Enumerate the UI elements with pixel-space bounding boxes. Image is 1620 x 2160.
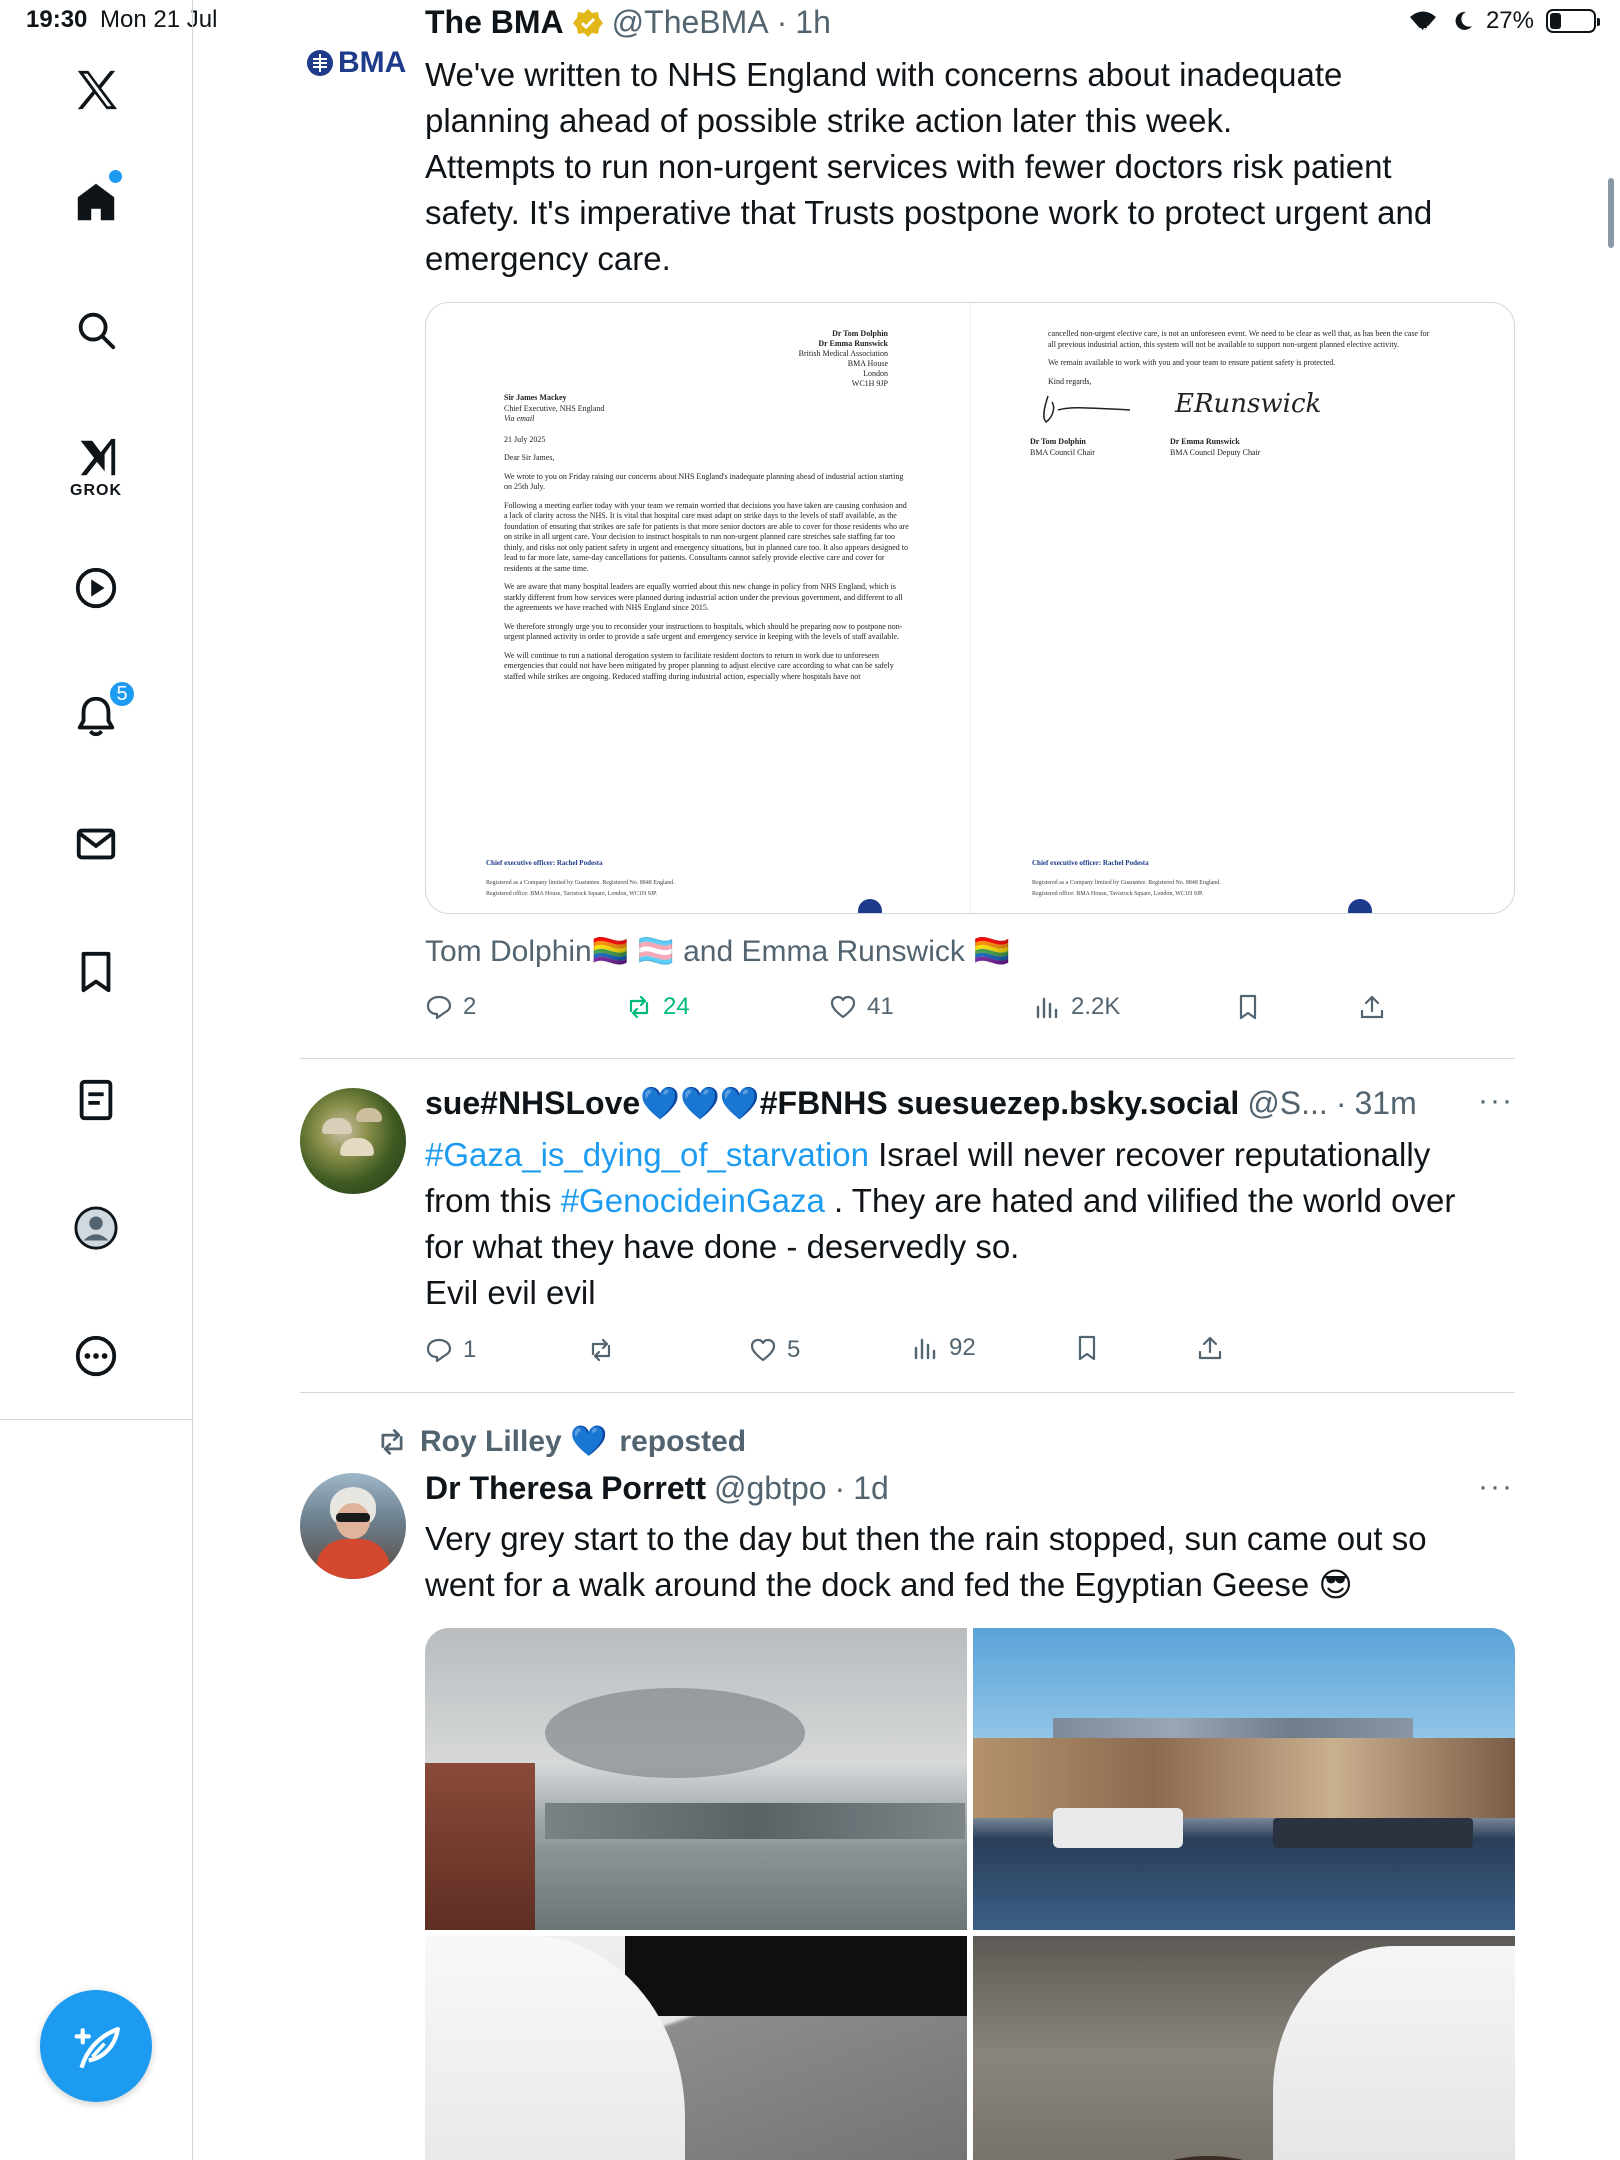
mail-icon[interactable]	[58, 806, 134, 882]
share-icon	[1358, 993, 1386, 1021]
letter-page-2	[970, 303, 1514, 913]
tweet-text-line: safety. It's imperative that Trusts postpone work to protect urgent and	[425, 194, 1433, 231]
repost-button[interactable]	[625, 993, 690, 1021]
tweet-text-line: We've written to NHS England with concerns about inadequate	[425, 56, 1343, 93]
more-options-button[interactable]: ···	[1478, 1084, 1514, 1117]
repost-icon	[376, 1426, 408, 1458]
views-button[interactable]	[911, 1334, 976, 1362]
letter-divider	[970, 303, 971, 913]
avatar-sunglasses	[336, 1513, 370, 1522]
signer-2: Dr Emma Runswick BMA Council Deputy Chair	[1170, 437, 1261, 457]
compose-button[interactable]	[40, 1990, 152, 2102]
repost-icon	[625, 993, 653, 1021]
reply-count: 1	[463, 1336, 477, 1363]
author-name[interactable]: The BMA	[425, 4, 564, 40]
photo-tower-block	[425, 1763, 535, 1930]
letter-image[interactable]	[425, 302, 1515, 914]
more-icon[interactable]	[58, 1318, 134, 1394]
video-icon[interactable]	[58, 550, 134, 626]
photo-dock-boats[interactable]	[973, 1628, 1515, 1930]
reposted-label: reposted	[619, 1424, 747, 1458]
repost-button[interactable]	[587, 1336, 615, 1364]
bma-avatar-text: BMA	[338, 46, 407, 79]
heart-icon	[749, 1336, 777, 1364]
lists-icon[interactable]	[58, 1062, 134, 1138]
bookmark-icon	[1073, 1334, 1101, 1362]
photo-geese-close[interactable]	[973, 1936, 1515, 2160]
tagged-users[interactable]	[425, 934, 1620, 969]
tweet-text-line: went for a walk around the dock and fed the Egyptian Geese 😎	[425, 1566, 1353, 1603]
battery-percent: 27%	[1485, 7, 1534, 34]
reply-count: 2	[463, 993, 477, 1020]
view-count: 2.2K	[1071, 993, 1121, 1020]
tweet-text-fragment: . They are hated and vilified the world over	[824, 1182, 1456, 1219]
signature-dolphin	[1030, 388, 1140, 428]
letter-footer-2: Chief executive officer: Rachel Podesta Registered as a Company limited by Guarantee. Registered No. 8848 England. Registered office: BMA House, Tavistock Square, London, WC1H 9JP.	[1032, 858, 1221, 897]
author-handle[interactable]: @TheBMA	[611, 4, 769, 40]
separator-dot: ·	[776, 4, 788, 40]
grok-icon[interactable]	[58, 420, 134, 499]
photo-boat	[1273, 1818, 1473, 1848]
letter-footer: Chief executive officer: Rachel Podesta Registered as a Company limited by Guarantee. Registered No. 8848 England. Registered office: BMA House, Tavistock Square, London, WC1H 9JP.	[486, 858, 675, 897]
repost-context[interactable]	[376, 1424, 746, 1459]
tweet-text-line: Attempts to run non-urgent services with fewer doctors risk patient	[425, 148, 1392, 185]
repost-icon	[587, 1336, 615, 1364]
home-icon[interactable]	[58, 164, 134, 240]
x-logo-icon[interactable]	[58, 52, 134, 128]
author-handle[interactable]: @S...	[1247, 1084, 1328, 1121]
photo-grey-skyline[interactable]	[425, 1628, 967, 1930]
notifications-badge: 5	[108, 680, 136, 708]
signer-1: Dr Tom Dolphin BMA Council Chair	[1030, 437, 1095, 457]
reposter-name[interactable]: Roy Lilley 💙	[420, 1425, 608, 1458]
mushroom-shape	[356, 1108, 382, 1122]
bookmark-icon	[1234, 993, 1262, 1021]
tweet-header	[425, 1084, 1485, 1122]
tweet-text-line: Evil evil evil	[425, 1274, 596, 1311]
tweet-text-line: planning ahead of possible strike action later this week.	[425, 102, 1233, 139]
mushroom-shape	[322, 1118, 352, 1134]
heart-icon	[829, 993, 857, 1021]
repost-count: 24	[663, 993, 690, 1020]
share-button[interactable]	[1196, 1334, 1224, 1362]
tweet-text-fragment: Israel will never recover reputationally	[868, 1136, 1431, 1173]
letter-sender-address: Dr Tom Dolphin Dr Emma Runswick British Medical Association BMA House London WC1H 9JP	[798, 329, 888, 388]
tweet-divider	[300, 1392, 1515, 1393]
photo-boat	[1053, 1808, 1183, 1848]
photo-cloud	[545, 1688, 805, 1778]
author-name[interactable]: Dr Theresa Porrett	[425, 1470, 706, 1506]
status-time: 19:30	[26, 6, 88, 33]
bell-icon[interactable]	[58, 678, 134, 754]
tweet-text-line	[425, 1132, 1620, 1178]
hashtag-link[interactable]: #Gaza_is_dying_of_starvation	[425, 1136, 869, 1173]
bma-avatar[interactable]	[306, 46, 406, 80]
reply-icon	[425, 993, 453, 1021]
profile-icon[interactable]	[58, 1190, 134, 1266]
signature-runswick: ERunswick	[1175, 389, 1322, 419]
views-icon	[911, 1334, 939, 1362]
like-button[interactable]	[829, 993, 894, 1021]
like-count: 41	[867, 993, 894, 1020]
photo-skyline-haze	[545, 1803, 965, 1839]
tweet-text	[425, 1516, 1620, 1608]
tweet-text-fragment: from this	[425, 1182, 561, 1219]
share-button[interactable]	[1358, 993, 1386, 1021]
svg-text:xI: xI	[1418, 23, 1430, 36]
letter-body-2: cancelled non-urgent elective care, is not an unforeseen event. We need to be clear as well that, as has been the case for all previous industrial action, this system will not be available to support non-urgent planned elective activity. We remain available to work with you and your team to ensure patient safety is protected. Kind regards,	[1048, 329, 1430, 386]
views-icon	[1033, 993, 1061, 1021]
mushroom-shape	[340, 1138, 374, 1156]
home-unread-dot	[109, 170, 122, 183]
tweet-text-line: emergency care.	[425, 240, 671, 277]
bma-logo-icon	[306, 49, 334, 77]
view-count: 92	[949, 1334, 976, 1361]
separator-dot: ·	[1335, 1084, 1347, 1121]
photo-feeding-geese[interactable]	[425, 1936, 967, 2160]
sidebar	[0, 0, 193, 1420]
tagged-users-text: Tom Dolphin🏳️‍🌈 🏳️‍⚧️ and Emma Runswick 🏳️‍🌈	[425, 935, 1011, 968]
porrett-avatar[interactable]	[300, 1473, 406, 1579]
grok-label: GROK	[70, 482, 122, 499]
photo-grid	[425, 1628, 1515, 2160]
share-icon	[1196, 1334, 1224, 1362]
search-icon[interactable]	[58, 292, 134, 368]
bookmark-button[interactable]	[1234, 993, 1262, 1021]
tweet-time[interactable]: 1d	[853, 1470, 889, 1506]
author-handle[interactable]: @gbtpo	[713, 1470, 827, 1506]
page-dot	[1348, 899, 1372, 914]
views-button[interactable]	[1033, 993, 1120, 1021]
status-date: Mon 21 Jul	[100, 6, 218, 33]
tweet-text-line: for what they have done - deservedly so.	[425, 1228, 1020, 1265]
letter-page-1	[426, 303, 970, 913]
tweet-text-line: Very grey start to the day but then the rain stopped, sun came out so	[425, 1520, 1427, 1557]
reply-icon	[425, 1336, 453, 1364]
tweet-text	[425, 52, 1620, 282]
tweet-header	[425, 1470, 1620, 1507]
photo-chain	[625, 1936, 967, 2016]
photo-river	[535, 1843, 967, 1930]
tweet-text-line	[425, 1178, 1620, 1224]
tweet-time[interactable]: 31m	[1354, 1084, 1417, 1121]
photo-goose	[1133, 2156, 1283, 2160]
hashtag-link[interactable]: #GenocideinGaza	[560, 1182, 825, 1219]
photo-dock-buildings	[973, 1738, 1515, 1818]
letter-recipient: Sir James Mackey Chief Executive, NHS England Via email	[504, 393, 605, 423]
like-count: 5	[787, 1336, 801, 1363]
reply-button[interactable]	[425, 1336, 476, 1364]
tweet-header	[425, 4, 1620, 41]
photo-person	[1273, 1946, 1515, 2160]
bookmark-icon[interactable]	[58, 934, 134, 1010]
avatar-jacket	[316, 1539, 390, 1579]
separator-dot: ·	[834, 1470, 846, 1506]
reply-button[interactable]	[425, 993, 476, 1021]
like-button[interactable]	[749, 1336, 800, 1364]
letter-body: 21 July 2025 Dear Sir James, We wrote to you on Friday raising our concerns about NHS England's inadequate planning ahead of industrial action starting on 25th July. Following a meeting earlier today with your team we remain worried that decisions you have taken are causing confusion and a lack of clarity across the NHS. It is vital that hospital care must adapt on strike days to the levels of staff available, as the foundation of ensuring that strikes are safe for patients is that more senior doctors are able to cover for those residents who are on strike in all urgent care. Your decision to instruct hospitals to run non-urgent planned care stretches safe staffing far too thinly, and risks not only patient safety in urgent and emergency situations, but in planned care too. It also appears designed to lead to far more late, same-day cancellations for patients. Consultants cannot safely provide elective care and cover for residents at the same time. We are aware that many hospital leaders are equally worried about this new change in policy from NHS England, which is starkly different from how services were planned during industrial action under the previous government, and different to all the agreements we have reached with NHS England since 2015. We therefore strongly urge you to reconsider your instructions to hospitals, which should be preparing now to postpone non-urgent planned activity in order to provide a safe urgent and emergency service in keeping with the levels of staff available. We will continue to run a national derogation system to facilitate resident doctors to return to work due to unforeseen emergencies that could not have been mitigated by proper planning to adjust elective care according to what can be safely staffed while strikes are ongoing. Reduced staffing during industrial action, especially where hospitals have not	[504, 434, 909, 681]
tweet-divider	[300, 1058, 1515, 1059]
sue-avatar[interactable]	[300, 1088, 406, 1194]
compose-feather-icon	[67, 2017, 125, 2075]
more-options-button[interactable]: ···	[1478, 1470, 1514, 1503]
verified-gold-icon	[572, 7, 604, 39]
tweet-time[interactable]: 1h	[795, 4, 831, 40]
bookmark-button[interactable]	[1073, 1334, 1101, 1362]
author-name[interactable]: sue#NHSLove💙💙💙#FBNHS suesuezep.bsky.social	[425, 1085, 1240, 1121]
tweet-text	[425, 1132, 1620, 1316]
page-dot	[858, 899, 882, 914]
